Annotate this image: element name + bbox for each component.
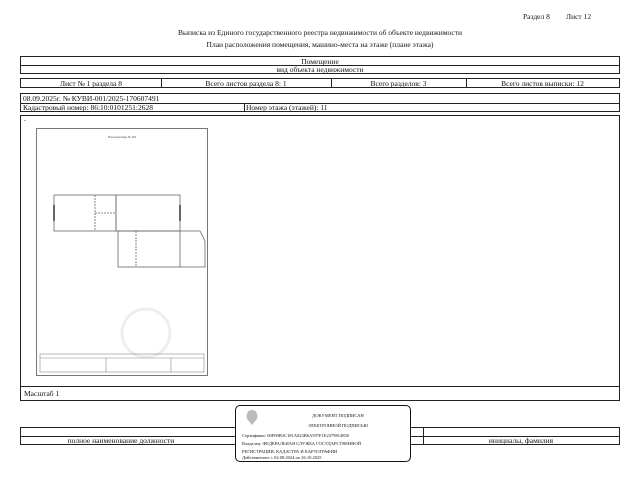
document-title: Выписка из Единого государственного реестра недвижимости об объекте недвижимости — [177, 28, 463, 37]
total-sections: Всего разделов: 3 — [370, 78, 427, 88]
stamp-line1: ДОКУМЕНТ ПОДПИСАН — [312, 413, 364, 418]
stamp-validity: Действителен: с 02.08.2024 по 26.10.2025 — [242, 455, 322, 460]
stamp-line2: ЭЛЕКТРОННОЙ ПОДПИСЬЮ — [307, 423, 369, 428]
sheet-info-row — [20, 78, 620, 88]
sheets-in-section: Всего листов раздела 8: 1 — [205, 78, 287, 88]
floor-plan-image — [36, 128, 208, 376]
object-type-caption: вид объекта недвижимости — [276, 65, 364, 74]
stamp-owner: Владелец: ФЕДЕРАЛЬНАЯ СЛУЖБА ГОСУДАРСТВЕННОЙ — [242, 441, 362, 446]
electronic-signature-stamp — [235, 405, 411, 462]
record-table — [20, 93, 620, 112]
position-caption: полное наименование должности — [67, 435, 175, 445]
name-caption: инициалы, фамилия — [488, 435, 554, 445]
floor-number: Номер этажа (этажей): 11 — [246, 102, 328, 112]
record-date-number: 08.09.2025г. № КУВИ-001/2025-170607491 — [23, 94, 160, 103]
stamp-certificate: Сертификат: 00F00B3C181A023B6A597F1E2379814850 — [242, 433, 350, 438]
sheet-label: Лист 12 — [566, 12, 592, 21]
sheet-number: Лист № 1 раздела 8 — [60, 78, 122, 88]
scale-label: Масштаб 1 — [21, 386, 619, 401]
plan-title: План квартиры № 405 — [107, 135, 137, 139]
stamp-owner-cont: РЕГИСТРАЦИИ, КАДАСТРА И КАРТОГРАФИИ — [242, 449, 338, 454]
coat-of-arms-icon — [244, 408, 260, 426]
total-sheets: Всего листов выписки: 12 — [501, 78, 584, 88]
plan-area — [20, 115, 620, 401]
object-type: Помещение — [301, 56, 339, 66]
plan-marker: - — [24, 118, 26, 124]
document-subtitle: План расположения помещения, машино-места на этаже (плане этажа) — [206, 40, 434, 49]
object-type-table — [20, 56, 620, 74]
section-label: Раздел 8 — [523, 12, 550, 21]
cadastral-number: Кадастровый номер: 86:10:0101251:2628 — [23, 102, 153, 112]
